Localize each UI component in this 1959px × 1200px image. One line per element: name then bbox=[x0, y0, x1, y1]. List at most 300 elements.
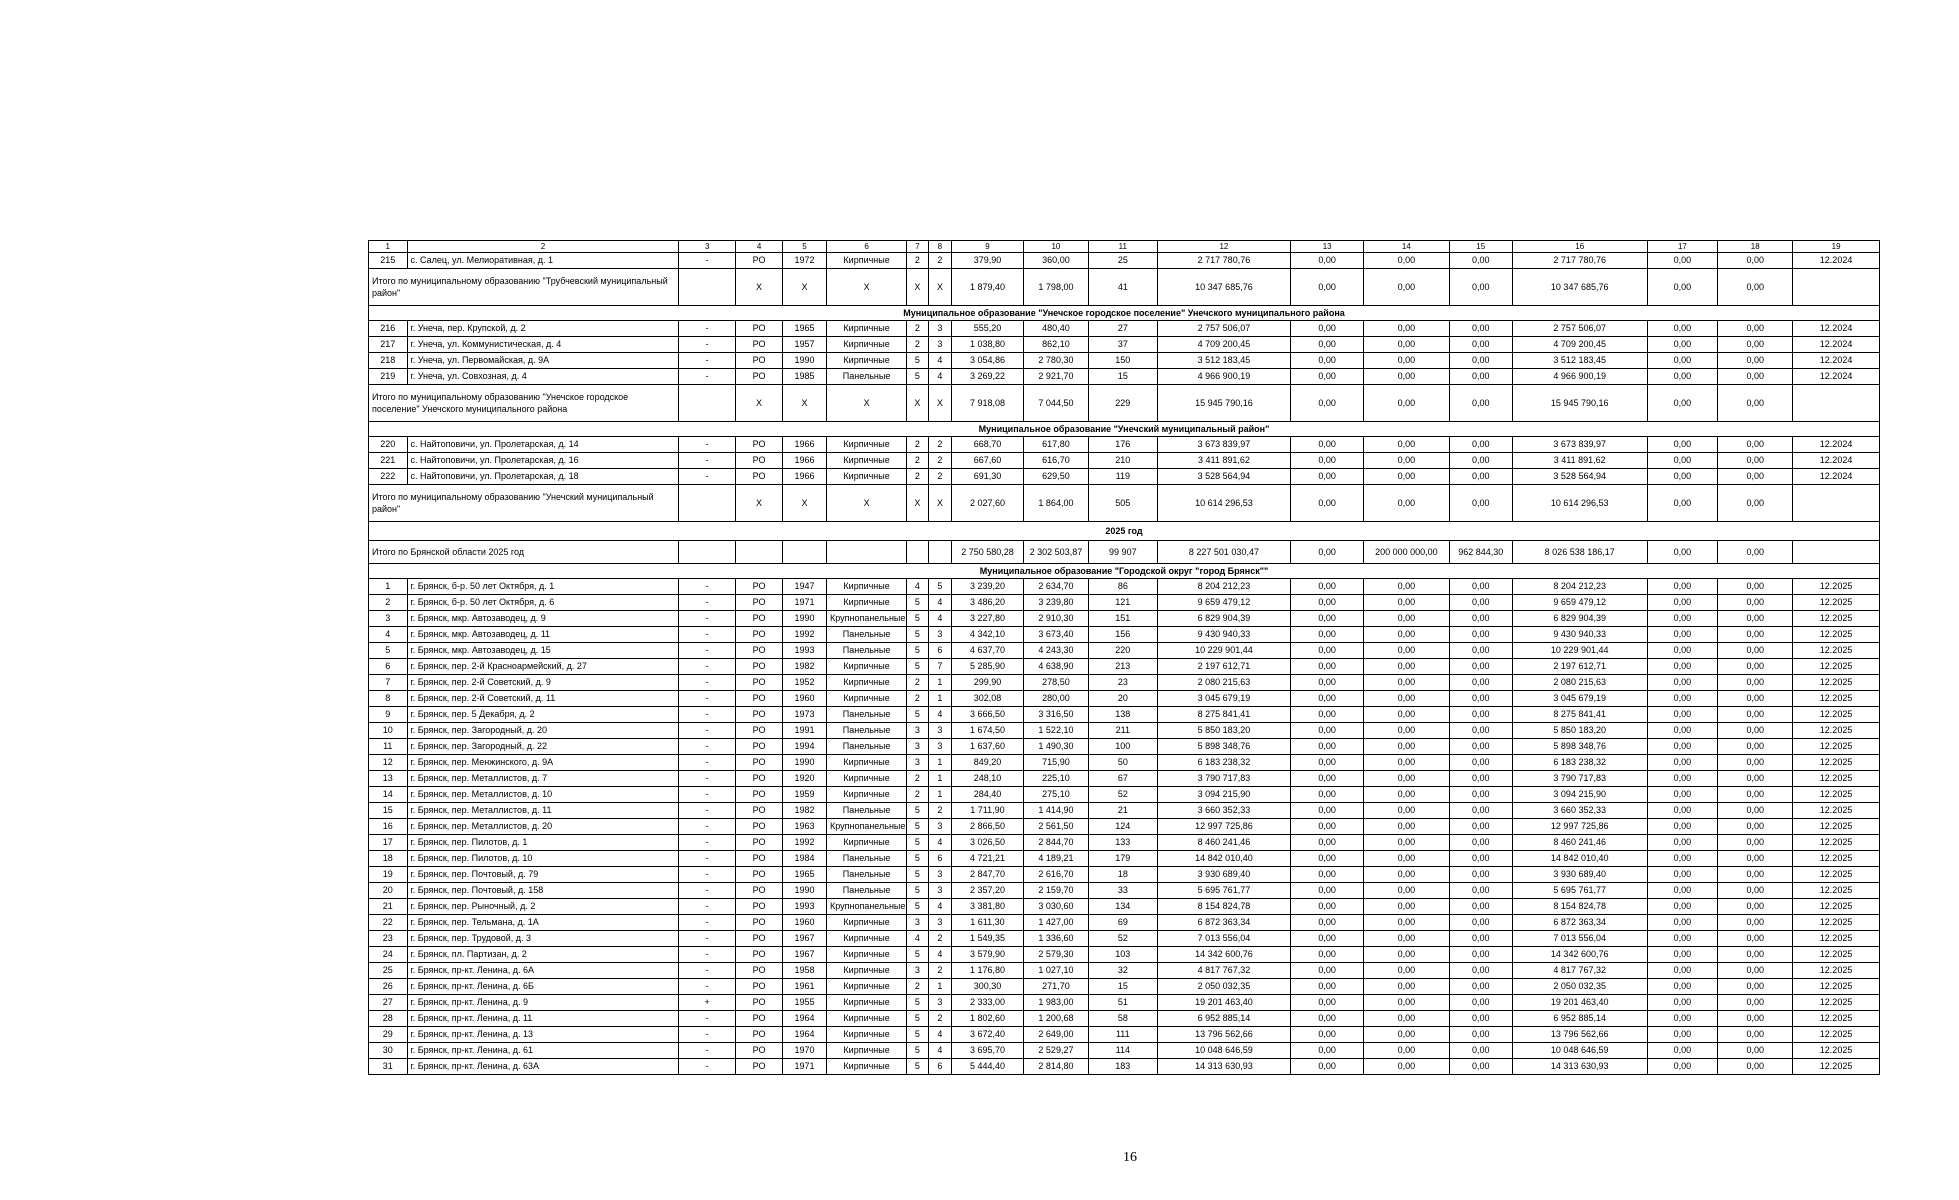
table-cell: 24 bbox=[369, 947, 408, 963]
table-cell: 10 048 646,59 bbox=[1512, 1043, 1647, 1059]
table-cell: РО bbox=[736, 611, 783, 627]
table-cell: 0,00 bbox=[1449, 337, 1512, 353]
table-cell: 8 154 824,78 bbox=[1157, 899, 1291, 915]
table-cell: 0,00 bbox=[1364, 269, 1450, 306]
table-cell: Панельные bbox=[826, 707, 906, 723]
table-cell: 0,00 bbox=[1718, 643, 1793, 659]
table-cell: 2 bbox=[907, 469, 928, 485]
table-cell: 0,00 bbox=[1647, 541, 1718, 564]
region-total-row bbox=[369, 541, 1880, 564]
year-header: 2025 год bbox=[369, 522, 1880, 541]
table-row bbox=[369, 963, 1880, 979]
table-cell: 0,00 bbox=[1364, 453, 1450, 469]
table-cell: 7 013 556,04 bbox=[1157, 931, 1291, 947]
table-cell: 4 966 900,19 bbox=[1512, 369, 1647, 385]
table-cell: 6 bbox=[928, 851, 952, 867]
table-cell: - bbox=[679, 437, 736, 453]
table-cell: 0,00 bbox=[1291, 771, 1364, 787]
table-cell: 3 bbox=[369, 611, 408, 627]
table-cell: 0,00 bbox=[1718, 995, 1793, 1011]
table-cell: 5 bbox=[907, 627, 928, 643]
table-cell: 12.2025 bbox=[1793, 627, 1880, 643]
table-cell: РО bbox=[736, 1027, 783, 1043]
table-cell: 12.2025 bbox=[1793, 675, 1880, 691]
table-cell: 1963 bbox=[783, 819, 827, 835]
address-cell: г. Брянск, пер. Загородный, д. 20 bbox=[407, 723, 679, 739]
address-cell: г. Брянск, пр-кт. Ленина, д. 11 bbox=[407, 1011, 679, 1027]
table-cell: 0,00 bbox=[1449, 353, 1512, 369]
table-row bbox=[369, 611, 1880, 627]
table-cell: - bbox=[679, 369, 736, 385]
table-cell: 4 bbox=[928, 899, 952, 915]
table-cell: 0,00 bbox=[1647, 437, 1718, 453]
table-cell: 10 614 296,53 bbox=[1512, 485, 1647, 522]
table-cell: 3 045 679,19 bbox=[1157, 691, 1291, 707]
column-number: 11 bbox=[1089, 241, 1157, 253]
table-cell: 12.2025 bbox=[1793, 787, 1880, 803]
table-cell: 4 638,90 bbox=[1023, 659, 1088, 675]
table-cell: 0,00 bbox=[1364, 675, 1450, 691]
table-cell: РО bbox=[736, 915, 783, 931]
table-cell bbox=[679, 385, 736, 422]
table-cell: 0,00 bbox=[1449, 979, 1512, 995]
table-cell: 1 bbox=[928, 691, 952, 707]
table-cell: 2 bbox=[907, 453, 928, 469]
table-cell: 0,00 bbox=[1364, 771, 1450, 787]
table-cell: 0,00 bbox=[1449, 755, 1512, 771]
table-cell: 0,00 bbox=[1291, 1027, 1364, 1043]
table-cell: 505 bbox=[1089, 485, 1157, 522]
table-cell: 0,00 bbox=[1364, 787, 1450, 803]
subtotal-row bbox=[369, 385, 1880, 422]
table-cell: 3 bbox=[928, 723, 952, 739]
table-cell: 1961 bbox=[783, 979, 827, 995]
table-row bbox=[369, 755, 1880, 771]
table-cell: 2 bbox=[928, 469, 952, 485]
year-header-row bbox=[369, 522, 1880, 541]
table-cell: 124 bbox=[1089, 819, 1157, 835]
table-cell: 5 bbox=[907, 1043, 928, 1059]
table-row bbox=[369, 979, 1880, 995]
table-cell: 2 027,60 bbox=[952, 485, 1024, 522]
table-cell: 12.2024 bbox=[1793, 437, 1880, 453]
table-cell: 220 bbox=[1089, 643, 1157, 659]
table-cell: 3 054,86 bbox=[952, 353, 1024, 369]
table-cell: 2 bbox=[928, 453, 952, 469]
table-cell: Х bbox=[928, 485, 952, 522]
table-cell: Х bbox=[736, 269, 783, 306]
table-cell: 0,00 bbox=[1449, 1011, 1512, 1027]
table-cell: 5 bbox=[907, 947, 928, 963]
table-cell: 0,00 bbox=[1449, 643, 1512, 659]
table-cell: 3 bbox=[928, 739, 952, 755]
table-cell: 962 844,30 bbox=[1449, 541, 1512, 564]
table-cell: 12.2025 bbox=[1793, 771, 1880, 787]
table-cell: 16 bbox=[369, 819, 408, 835]
table-cell: 1965 bbox=[783, 867, 827, 883]
table-cell: 5 bbox=[907, 819, 928, 835]
address-cell: г. Унеча, ул. Первомайская, д. 9А bbox=[407, 353, 679, 369]
table-cell: - bbox=[679, 931, 736, 947]
table-cell: 0,00 bbox=[1291, 659, 1364, 675]
table-cell: 3 239,80 bbox=[1023, 595, 1088, 611]
table-cell: 5 bbox=[369, 643, 408, 659]
table-cell: 12.2025 bbox=[1793, 915, 1880, 931]
table-row bbox=[369, 739, 1880, 755]
table-cell: 0,00 bbox=[1449, 385, 1512, 422]
table-cell: 1 637,60 bbox=[952, 739, 1024, 755]
table-cell: + bbox=[679, 995, 736, 1011]
table-cell: 12.2025 bbox=[1793, 931, 1880, 947]
table-cell: - bbox=[679, 643, 736, 659]
table-cell: 2 bbox=[907, 321, 928, 337]
table-cell bbox=[679, 541, 736, 564]
table-cell: 0,00 bbox=[1718, 947, 1793, 963]
table-cell: 15 bbox=[369, 803, 408, 819]
table-cell: 0,00 bbox=[1449, 835, 1512, 851]
table-cell: 215 bbox=[369, 253, 408, 269]
table-cell: 5 bbox=[907, 1027, 928, 1043]
address-cell: г. Брянск, пер. 5 Декабря, д. 2 bbox=[407, 707, 679, 723]
table-cell: 0,00 bbox=[1718, 819, 1793, 835]
table-cell: 5 bbox=[907, 643, 928, 659]
column-number: 5 bbox=[783, 241, 827, 253]
table-row bbox=[369, 883, 1880, 899]
table-row bbox=[369, 1043, 1880, 1059]
table-row bbox=[369, 1059, 1880, 1075]
table-cell: 1 176,80 bbox=[952, 963, 1024, 979]
table-cell: 3 bbox=[928, 883, 952, 899]
table-cell: 0,00 bbox=[1718, 659, 1793, 675]
table-cell: 0,00 bbox=[1718, 771, 1793, 787]
table-cell: 0,00 bbox=[1291, 675, 1364, 691]
table-cell: 0,00 bbox=[1291, 835, 1364, 851]
table-cell: 2 750 580,28 bbox=[952, 541, 1024, 564]
table-cell: 0,00 bbox=[1718, 1011, 1793, 1027]
table-cell: 0,00 bbox=[1291, 269, 1364, 306]
table-cell: 50 bbox=[1089, 755, 1157, 771]
table-cell: 2 bbox=[907, 253, 928, 269]
table-cell: 0,00 bbox=[1364, 595, 1450, 611]
table-cell: 0,00 bbox=[1364, 659, 1450, 675]
table-cell: 2 844,70 bbox=[1023, 835, 1088, 851]
table-cell: 862,10 bbox=[1023, 337, 1088, 353]
table-cell: 12.2025 bbox=[1793, 819, 1880, 835]
table-cell: 0,00 bbox=[1647, 595, 1718, 611]
table-cell: 3 bbox=[928, 995, 952, 1011]
table-cell: 0,00 bbox=[1364, 963, 1450, 979]
table-cell: 176 bbox=[1089, 437, 1157, 453]
table-cell: 3 673 839,97 bbox=[1157, 437, 1291, 453]
table-cell: РО bbox=[736, 627, 783, 643]
table-cell: 2 050 032,35 bbox=[1512, 979, 1647, 995]
table-cell: 3 790 717,83 bbox=[1512, 771, 1647, 787]
table-cell: 10 347 685,76 bbox=[1157, 269, 1291, 306]
table-cell: 0,00 bbox=[1291, 691, 1364, 707]
table-cell: 1 674,50 bbox=[952, 723, 1024, 739]
table-cell: 0,00 bbox=[1647, 963, 1718, 979]
table-cell: 0,00 bbox=[1364, 627, 1450, 643]
table-row bbox=[369, 643, 1880, 659]
table-cell: Кирпичные bbox=[826, 915, 906, 931]
table-cell: 0,00 bbox=[1449, 803, 1512, 819]
address-cell: г. Брянск, пр-кт. Ленина, д. 61 bbox=[407, 1043, 679, 1059]
address-cell: г. Брянск, пер. Загородный, д. 22 bbox=[407, 739, 679, 755]
table-cell: 1957 bbox=[783, 337, 827, 353]
table-cell: 210 bbox=[1089, 453, 1157, 469]
table-cell: 12.2025 bbox=[1793, 867, 1880, 883]
table-cell: 1 336,60 bbox=[1023, 931, 1088, 947]
table-cell: 0,00 bbox=[1364, 947, 1450, 963]
table-cell: 0,00 bbox=[1449, 883, 1512, 899]
table-cell: 2 050 032,35 bbox=[1157, 979, 1291, 995]
table-cell: 2 561,50 bbox=[1023, 819, 1088, 835]
table-cell: 555,20 bbox=[952, 321, 1024, 337]
table-cell: 8 275 841,41 bbox=[1512, 707, 1647, 723]
table-cell: 1 879,40 bbox=[952, 269, 1024, 306]
table-cell: Х bbox=[736, 485, 783, 522]
table-cell: 0,00 bbox=[1291, 385, 1364, 422]
address-cell: г. Брянск, пер. Металлистов, д. 20 bbox=[407, 819, 679, 835]
table-cell: Х bbox=[783, 385, 827, 422]
address-cell: г. Брянск, пр-кт. Ленина, д. 6Б bbox=[407, 979, 679, 995]
table-cell: 1994 bbox=[783, 739, 827, 755]
table-cell: 0,00 bbox=[1449, 627, 1512, 643]
table-cell: 0,00 bbox=[1449, 469, 1512, 485]
table-cell: 1966 bbox=[783, 453, 827, 469]
table-cell: - bbox=[679, 253, 736, 269]
table-cell: 0,00 bbox=[1647, 899, 1718, 915]
table-cell: Кирпичные bbox=[826, 691, 906, 707]
table-cell: 0,00 bbox=[1718, 979, 1793, 995]
table-cell: 3 094 215,90 bbox=[1512, 787, 1647, 803]
table-cell: 0,00 bbox=[1647, 947, 1718, 963]
table-cell: 2 921,70 bbox=[1023, 369, 1088, 385]
table-cell: 2 bbox=[907, 691, 928, 707]
table-cell: 3 bbox=[928, 321, 952, 337]
table-cell bbox=[907, 541, 928, 564]
table-cell: 12.2025 bbox=[1793, 707, 1880, 723]
table-cell: РО bbox=[736, 771, 783, 787]
table-cell: 3 660 352,33 bbox=[1512, 803, 1647, 819]
table-cell: 0,00 bbox=[1718, 353, 1793, 369]
column-number: 6 bbox=[826, 241, 906, 253]
table-cell: 1920 bbox=[783, 771, 827, 787]
table-cell: 2 757 506,07 bbox=[1157, 321, 1291, 337]
table-cell: 1 bbox=[928, 755, 952, 771]
table-cell: 0,00 bbox=[1647, 771, 1718, 787]
table-cell: 1990 bbox=[783, 755, 827, 771]
table-cell: 6 bbox=[369, 659, 408, 675]
table-cell: 4 bbox=[928, 611, 952, 627]
table-cell: 0,00 bbox=[1291, 321, 1364, 337]
table-cell: 23 bbox=[369, 931, 408, 947]
table-cell: 0,00 bbox=[1449, 269, 1512, 306]
table-cell: 0,00 bbox=[1291, 453, 1364, 469]
table-cell: 715,90 bbox=[1023, 755, 1088, 771]
table-cell: 0,00 bbox=[1364, 321, 1450, 337]
table-cell: 300,30 bbox=[952, 979, 1024, 995]
table-cell: 52 bbox=[1089, 787, 1157, 803]
table-cell: РО bbox=[736, 835, 783, 851]
table-cell: Кирпичные bbox=[826, 321, 906, 337]
table-cell: 6 bbox=[928, 1059, 952, 1075]
table-row bbox=[369, 899, 1880, 915]
table-cell: 4 bbox=[928, 369, 952, 385]
table-cell bbox=[1793, 485, 1880, 522]
column-number: 18 bbox=[1718, 241, 1793, 253]
table-cell: 0,00 bbox=[1291, 963, 1364, 979]
table-cell: 26 bbox=[369, 979, 408, 995]
table-cell: 2 910,30 bbox=[1023, 611, 1088, 627]
table-cell: 0,00 bbox=[1364, 337, 1450, 353]
table-cell: 218 bbox=[369, 353, 408, 369]
table-cell: 14 bbox=[369, 787, 408, 803]
table-cell: 0,00 bbox=[1449, 611, 1512, 627]
table-cell: 0,00 bbox=[1291, 787, 1364, 803]
table-cell bbox=[928, 541, 952, 564]
table-cell: 0,00 bbox=[1449, 453, 1512, 469]
table-row bbox=[369, 1027, 1880, 1043]
table-cell bbox=[1793, 541, 1880, 564]
table-cell: 12.2025 bbox=[1793, 739, 1880, 755]
table-cell: 0,00 bbox=[1291, 707, 1364, 723]
table-cell: 0,00 bbox=[1718, 321, 1793, 337]
table-cell: Кирпичные bbox=[826, 1011, 906, 1027]
table-cell: 2 529,27 bbox=[1023, 1043, 1088, 1059]
table-cell: Кирпичные bbox=[826, 963, 906, 979]
table-cell: 7 013 556,04 bbox=[1512, 931, 1647, 947]
table-cell: Х bbox=[907, 385, 928, 422]
table-cell: 0,00 bbox=[1364, 469, 1450, 485]
table-cell: 0,00 bbox=[1449, 707, 1512, 723]
table-cell: 3 512 183,45 bbox=[1512, 353, 1647, 369]
table-cell: 3 673 839,97 bbox=[1512, 437, 1647, 453]
table-cell: 12.2025 bbox=[1793, 595, 1880, 611]
table-cell: 3 094 215,90 bbox=[1157, 787, 1291, 803]
column-number: 14 bbox=[1364, 241, 1450, 253]
table-cell: РО bbox=[736, 931, 783, 947]
table-cell: 0,00 bbox=[1364, 803, 1450, 819]
table-cell: 14 313 630,93 bbox=[1157, 1059, 1291, 1075]
table-cell: 9 bbox=[369, 707, 408, 723]
table-cell: 0,00 bbox=[1647, 627, 1718, 643]
table-cell: 5 bbox=[907, 659, 928, 675]
table-cell: 0,00 bbox=[1647, 337, 1718, 353]
table-cell: 3 bbox=[928, 627, 952, 643]
table-cell: 3 bbox=[907, 963, 928, 979]
table-cell: 1965 bbox=[783, 321, 827, 337]
table-cell: 1 549,35 bbox=[952, 931, 1024, 947]
table-cell: 1984 bbox=[783, 851, 827, 867]
column-number: 4 bbox=[736, 241, 783, 253]
table-cell: 0,00 bbox=[1364, 579, 1450, 595]
table-cell bbox=[1793, 385, 1880, 422]
table-cell: 13 796 562,66 bbox=[1157, 1027, 1291, 1043]
table-cell: 4 817 767,32 bbox=[1512, 963, 1647, 979]
table-cell: 0,00 bbox=[1364, 253, 1450, 269]
table-cell: - bbox=[679, 883, 736, 899]
table-cell: 12.2025 bbox=[1793, 899, 1880, 915]
table-cell: 0,00 bbox=[1718, 787, 1793, 803]
table-cell: РО bbox=[736, 643, 783, 659]
table-row bbox=[369, 867, 1880, 883]
subtotal-row bbox=[369, 485, 1880, 522]
table-cell: 2 780,30 bbox=[1023, 353, 1088, 369]
housing-repair-table bbox=[368, 240, 1880, 1075]
table-cell: 99 907 bbox=[1089, 541, 1157, 564]
table-cell: 1985 bbox=[783, 369, 827, 385]
table-cell: 5 bbox=[907, 899, 928, 915]
table-cell: 668,70 bbox=[952, 437, 1024, 453]
table-cell: Кирпичные bbox=[826, 579, 906, 595]
subtotal-label: Итого по муниципальному образованию "Унечское городское поселение" Унечского муниципального района bbox=[369, 385, 679, 422]
table-cell: 3 672,40 bbox=[952, 1027, 1024, 1043]
table-cell: 12.2024 bbox=[1793, 453, 1880, 469]
table-cell: 12.2025 bbox=[1793, 611, 1880, 627]
table-cell: Кирпичные bbox=[826, 453, 906, 469]
table-cell: 5 444,40 bbox=[952, 1059, 1024, 1075]
section-header: Муниципальное образование "Городской округ "город Брянск"" bbox=[369, 564, 1880, 579]
table-cell: 0,00 bbox=[1449, 787, 1512, 803]
table-cell: 12.2025 bbox=[1793, 755, 1880, 771]
table-cell: 0,00 bbox=[1291, 755, 1364, 771]
table-cell: 3 bbox=[907, 723, 928, 739]
table-cell: Кирпичные bbox=[826, 979, 906, 995]
address-cell: г. Унеча, пер. Крупской, д. 2 bbox=[407, 321, 679, 337]
table-cell: - bbox=[679, 787, 736, 803]
table-cell: 3 666,50 bbox=[952, 707, 1024, 723]
address-cell: г. Брянск, пр-кт. Ленина, д. 63А bbox=[407, 1059, 679, 1075]
table-cell: РО bbox=[736, 883, 783, 899]
table-cell: РО bbox=[736, 739, 783, 755]
table-cell: 0,00 bbox=[1718, 899, 1793, 915]
table-cell: 3 411 891,62 bbox=[1512, 453, 1647, 469]
section-header-row bbox=[369, 422, 1880, 437]
table-cell: 5 bbox=[907, 707, 928, 723]
table-cell: - bbox=[679, 1011, 736, 1027]
table-cell: РО bbox=[736, 963, 783, 979]
table-cell: 0,00 bbox=[1291, 485, 1364, 522]
table-cell: 4 bbox=[928, 947, 952, 963]
table-cell: 18 bbox=[1089, 867, 1157, 883]
table-cell: 4 bbox=[928, 707, 952, 723]
table-cell: Кирпичные bbox=[826, 675, 906, 691]
table-cell: РО bbox=[736, 369, 783, 385]
table-cell: Кирпичные bbox=[826, 659, 906, 675]
table-cell: 5 bbox=[907, 611, 928, 627]
table-cell: 0,00 bbox=[1449, 579, 1512, 595]
table-cell: 5 bbox=[928, 579, 952, 595]
table-cell: 0,00 bbox=[1718, 851, 1793, 867]
table-cell: РО bbox=[736, 723, 783, 739]
column-number: 10 bbox=[1023, 241, 1088, 253]
table-cell: 0,00 bbox=[1647, 1059, 1718, 1075]
total-label: Итого по Брянской области 2025 год bbox=[369, 541, 679, 564]
table-cell: РО bbox=[736, 321, 783, 337]
table-row bbox=[369, 437, 1880, 453]
table-cell: РО bbox=[736, 819, 783, 835]
table-cell: 275,10 bbox=[1023, 787, 1088, 803]
table-row bbox=[369, 931, 1880, 947]
table-row bbox=[369, 321, 1880, 337]
table-cell: 0,00 bbox=[1449, 947, 1512, 963]
table-cell: - bbox=[679, 453, 736, 469]
table-cell: 14 342 600,76 bbox=[1512, 947, 1647, 963]
table-cell: 5 bbox=[907, 595, 928, 611]
table-cell: 0,00 bbox=[1291, 803, 1364, 819]
table-cell: Х bbox=[907, 485, 928, 522]
